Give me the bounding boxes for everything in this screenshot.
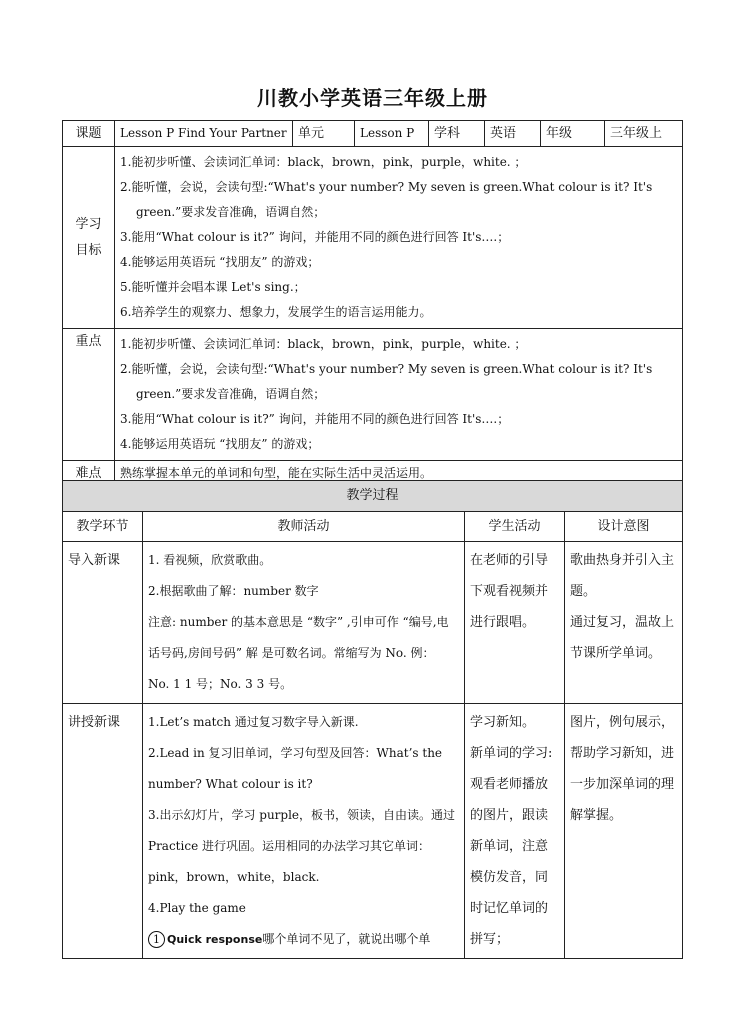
grade-value: 三年级上 bbox=[605, 121, 683, 147]
objectives-label-line2: 目标 bbox=[75, 242, 102, 258]
teacher-step: 3.出示幻灯片，学习 purple，板书，领读，自由读。通过 Practice 进行巩固。运用相同的办法学习其它单词：pink，brown，white，black. bbox=[148, 808, 456, 884]
process-title-row bbox=[63, 481, 683, 512]
unit-label: 单元 bbox=[293, 121, 355, 147]
subject-value: 英语 bbox=[485, 121, 541, 147]
student-activity-new bbox=[465, 704, 565, 959]
lesson-info-table bbox=[62, 120, 683, 487]
key-point-item: 4.能够运用英语玩 “找朋友” 的游戏； bbox=[120, 437, 320, 451]
key-point-item: 1.能初步听懂、会读词汇单词：black，brown，pink，purple，white. ； bbox=[120, 337, 527, 351]
difficulty-text: 熟练掌握本单元的单词和句型，能在实际生活中灵活运用。 bbox=[115, 461, 683, 487]
objective-item: 2.能听懂，会说，会读句型:“What's your number? My seven is green.What colour is it? It's green.”要求发音准确，语调自然； bbox=[120, 180, 653, 219]
key-points-label: 重点 bbox=[63, 329, 115, 461]
objectives-label-line1: 学习 bbox=[75, 216, 102, 232]
header-student: 学生活动 bbox=[465, 512, 565, 542]
teacher-activity-new bbox=[143, 704, 465, 959]
unit-value: Lesson P bbox=[355, 121, 429, 147]
info-row bbox=[63, 121, 683, 147]
design-purpose-intro bbox=[565, 542, 683, 704]
key-points-content bbox=[115, 329, 683, 461]
process-header-row bbox=[63, 512, 683, 542]
teacher-step: 注意: number 的基本意思是 “数字” ,引申可作 “编号,电话号码,房间号码” 解 是可数名词。常缩写为 No. 例： No. 1 1 号；No. 3 3 号。 bbox=[148, 615, 449, 691]
teacher-step-quick-response bbox=[148, 924, 459, 955]
design-purpose-new: 图片，例句展示，帮助学习新知，进一步加深单词的理解掌握。 bbox=[565, 704, 683, 959]
quick-response-text: 哪个单词不见了，就说出哪个单 bbox=[262, 932, 431, 946]
header-stage: 教学环节 bbox=[63, 512, 143, 542]
process-row-new bbox=[63, 704, 683, 959]
stage-intro: 导入新课 bbox=[63, 542, 143, 704]
stage-new: 讲授新课 bbox=[63, 704, 143, 959]
teacher-step: 1.Let’s match 通过复习数字导入新课. bbox=[148, 715, 359, 729]
student-line: 学习新知。 bbox=[470, 715, 536, 730]
objectives-label bbox=[63, 147, 115, 329]
objective-item: 6.培养学生的观察力、想象力，发展学生的语言运用能力。 bbox=[120, 305, 432, 319]
objectives-content bbox=[115, 147, 683, 329]
header-purpose: 设计意图 bbox=[565, 512, 683, 542]
student-line: 新单词的学习:观看老师播放的图片，跟读新单词，注意模仿发音，同时记忆单词的拼写； bbox=[470, 746, 553, 947]
student-activity-intro: 在老师的引导下观看视频并进行跟唱。 bbox=[465, 542, 565, 704]
objective-item: 4.能够运用英语玩 “找朋友” 的游戏； bbox=[120, 255, 320, 269]
grade-label: 年级 bbox=[541, 121, 605, 147]
subject-label: 学科 bbox=[429, 121, 485, 147]
purpose-line: 通过复习，温故上节课所学单词。 bbox=[570, 615, 675, 661]
objective-item: 3.能用“What colour is it?” 询问，并能用不同的颜色进行回答 It's….； bbox=[120, 230, 510, 244]
page-title: 川教小学英语三年级上册 bbox=[257, 86, 488, 110]
objective-item: 1.能初步听懂、会读词汇单词：black，brown，pink，purple，white. ； bbox=[120, 155, 527, 169]
key-point-item: 2.能听懂，会说，会读句型:“What's your number? My seven is green.What colour is it? It's green.”要求发音准确，语调自然； bbox=[120, 362, 653, 401]
teacher-step: 2.根据歌曲了解：number 数字 bbox=[148, 584, 319, 598]
process-section-title: 教学过程 bbox=[63, 481, 683, 512]
header-teacher: 教师活动 bbox=[143, 512, 465, 542]
quick-response-label: Quick response bbox=[167, 933, 263, 946]
lesson-label: 课题 bbox=[63, 121, 115, 147]
purpose-line: 歌曲热身并引入主题。 bbox=[570, 553, 675, 599]
objective-item: 5.能听懂并会唱本课 Let's sing.； bbox=[120, 280, 306, 294]
difficulty-label: 难点 bbox=[63, 461, 115, 487]
process-table bbox=[62, 480, 683, 959]
circled-number: 1 bbox=[148, 931, 165, 948]
key-points-row bbox=[63, 329, 683, 461]
process-row-intro bbox=[63, 542, 683, 704]
key-point-item: 3.能用“What colour is it?” 询问，并能用不同的颜色进行回答 It's….； bbox=[120, 412, 510, 426]
lesson-value: Lesson P Find Your Partner bbox=[115, 121, 293, 147]
objectives-row bbox=[63, 147, 683, 329]
teacher-step: 2.Lead in 复习旧单词，学习句型及回答：What’s the number? What colour is it? bbox=[148, 746, 443, 791]
teacher-step: 4.Play the game bbox=[148, 901, 246, 915]
teacher-activity-intro bbox=[143, 542, 465, 704]
teacher-step: 1. 看视频，欣赏歌曲。 bbox=[148, 553, 272, 567]
